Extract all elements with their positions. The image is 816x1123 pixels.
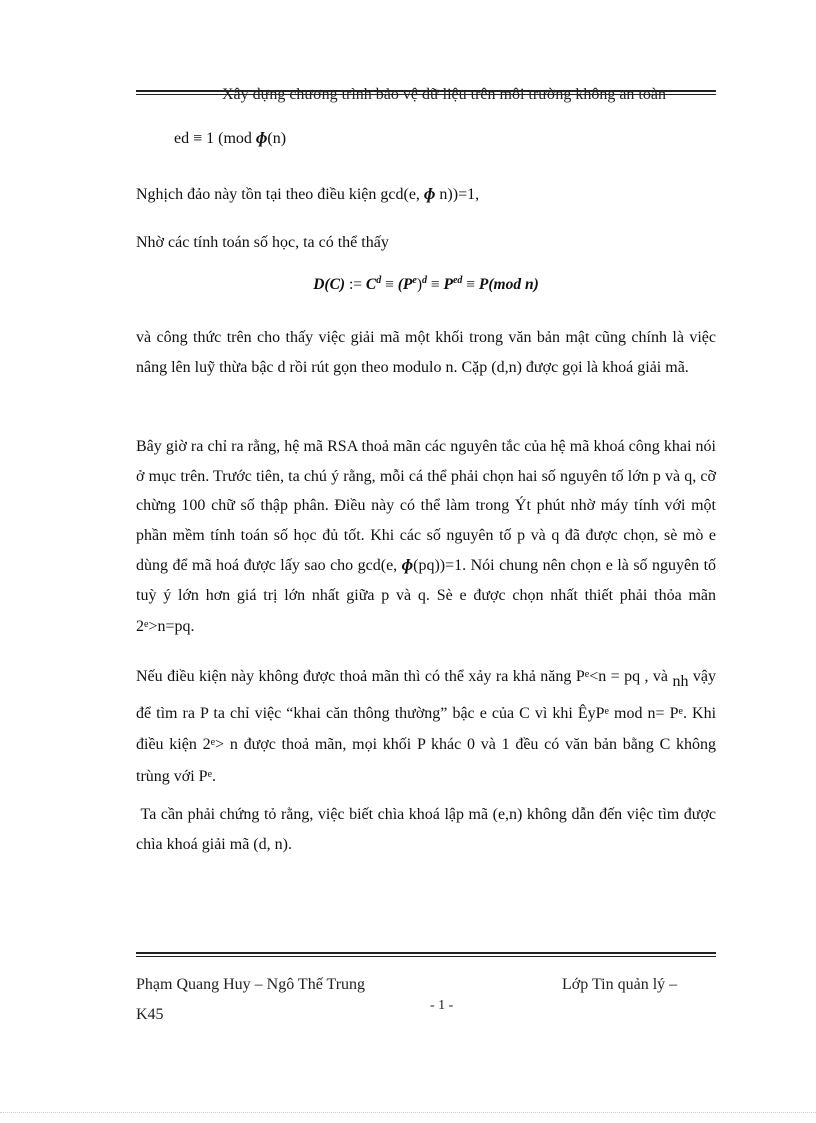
phi-symbol: ɸ xyxy=(423,184,436,203)
formula-exp-ed: ed xyxy=(452,275,463,286)
para3-sup-2: e xyxy=(604,705,609,717)
paragraph-4: Ta cần phải chứng tỏ rằng, việc biết chìa khoá lập mã (e,n) không dẫn đến việc tìm được chìa khoá giải mã (d, n). xyxy=(136,806,721,853)
formula-exp-d: d xyxy=(376,275,382,286)
formula-equiv-3: ≡ xyxy=(466,276,476,293)
formula-c: C xyxy=(365,276,377,293)
formula-exp-e: e xyxy=(412,275,417,286)
para3-text-g: . xyxy=(212,767,217,785)
footer-class: Lớp Tin quản lý – xyxy=(562,976,678,993)
decryption-formula xyxy=(136,275,716,294)
para3-sup-1: e xyxy=(584,669,590,680)
para2-text-b: (pq))=1. Nói chung nên chọn e là số nguyên tố tuỳ ý lớn hơn giá trị lớn nhất giữa p và q. Sè e được chọn nhất thiết phải thỏa mãn 2 xyxy=(136,557,717,635)
para3-sup-4: e xyxy=(210,737,216,748)
eq-ed-right: (n) xyxy=(267,130,287,147)
paragraph-1: và công thức trên cho thấy việc giải mã một khối trong văn bản mật cũng chính là việc nâng lên luỹ thừa bậc d rồi rút gọn theo modulo n. Cặp (d,n) được gọi là khoá giải mã. xyxy=(136,329,716,376)
formula-assign: := xyxy=(348,276,363,293)
formula-equiv-2: ≡ xyxy=(430,276,440,293)
phi-symbol: ɸ xyxy=(255,128,268,147)
formula-lhs: D(C) xyxy=(313,276,346,293)
inverse-text-b: n))=1, xyxy=(439,186,480,203)
formula-intro: Nhờ các tính toán số học, ta có thể thấy xyxy=(136,234,389,251)
para2-sup: e xyxy=(144,619,149,630)
formula-equiv-1: ≡ xyxy=(385,276,394,293)
eq-ed-left: ed xyxy=(174,130,190,147)
inverse-text-a: Nghịch đảo này tồn tại theo điều kiện gcd(e, xyxy=(136,186,420,203)
para3-text-e: . Khi điều kiện 2 xyxy=(136,704,717,753)
para2-text-c: >n=pq. xyxy=(148,618,195,635)
para3-text-d: mod n= P xyxy=(614,704,679,722)
formula-paren-close: ) xyxy=(416,276,422,293)
paragraph-3 xyxy=(136,660,716,791)
footer-rule-thick xyxy=(136,952,716,954)
footer-authors: Phạm Quang Huy – Ngô Thế Trung xyxy=(136,976,366,993)
para2-text-a: Bây giờ ra chỉ ra rằng, hệ mã RSA thoả mãn các nguyên tắc của hệ mã khoá công khai nói ở mục trên. Trước tiên, ta chú ý rằng, mỗi cá thể phải chọn hai số nguyên tố lớn p và q, cỡ chừng 100 chữ số thập phân. Điều này có thể làm trong Ýt phút nhờ máy tính với một phần mềm tính toán số học đủ tốt. Khi các số nguyên tố p và q đã được chọn, sè mò e dùng để mã hoá được lấy sao cho gcd(e, xyxy=(136,438,716,574)
para3-sup-3: e xyxy=(678,705,683,717)
footer-rule-thin xyxy=(136,956,716,957)
formula-p: P xyxy=(443,276,453,293)
header-title: Xây dựng chương trình bảo vệ dữ liệu trên môi trường không an toàn xyxy=(222,86,666,103)
phi-symbol: ɸ xyxy=(401,555,414,574)
formula-p-open: (P xyxy=(397,276,413,293)
para3-sup-5: e xyxy=(207,768,213,780)
para3-text-b: <n = pq , và xyxy=(589,668,669,685)
para3-text-c: vậy để tìm ra P ta chỉ việc “khai căn thông thường” bậc e của C vì khi ÊyP xyxy=(136,668,717,722)
inverse-condition xyxy=(136,179,479,210)
paragraph-2 xyxy=(136,432,716,642)
para3-nh: nh xyxy=(672,673,689,690)
para3-text-a: Nếu điều kiện này không được thoả mãn thì có thể xảy ra khả năng P xyxy=(136,668,585,685)
formula-exp-d2: d xyxy=(422,275,427,286)
eq-ed-mid: ≡ 1 (mod xyxy=(193,130,252,147)
para3-text-f: > n được thoả mãn, mọi khối P khác 0 và 1 đều có văn bản bằng C không trùng với P xyxy=(136,736,716,785)
page-number: - 1 - xyxy=(430,998,454,1013)
page-edge-divider xyxy=(0,1112,816,1113)
footer-class-suffix: K45 xyxy=(136,1006,164,1023)
formula-mod: P(mod n) xyxy=(478,276,539,293)
equation-ed xyxy=(174,123,286,154)
